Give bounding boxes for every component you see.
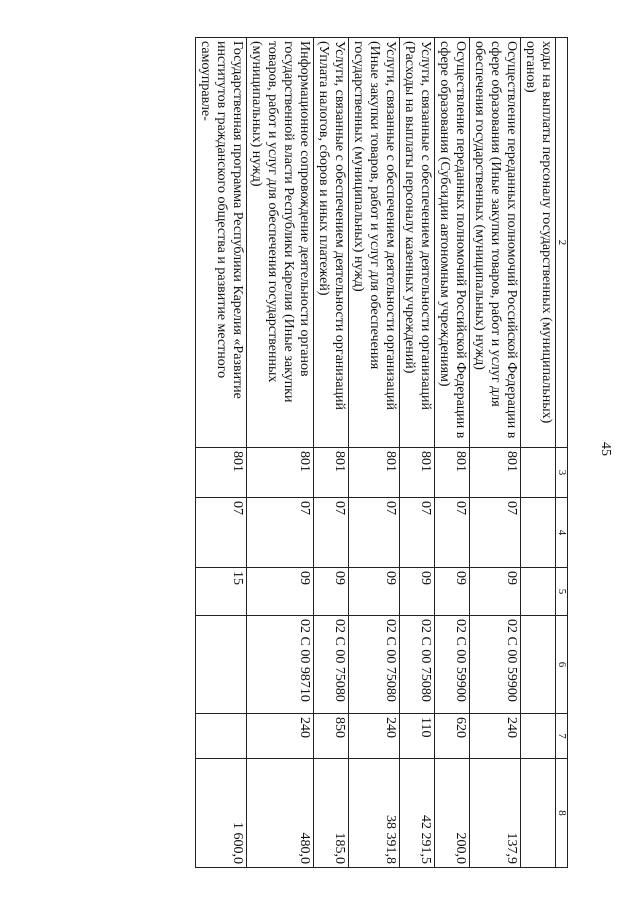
expense-type-code: 110	[400, 714, 435, 759]
row-name: Осуществление переданных полномочий Российской Федерации в сфере образования (Иные закупки товаров, работ и услуг для обеспечения государственных (муниципальных) нужд)	[470, 38, 521, 448]
expense-type-code: 240	[349, 714, 400, 759]
section-code: 07	[349, 498, 400, 568]
table-row	[247, 38, 314, 868]
column-number: 4	[556, 498, 568, 568]
column-number: 8	[556, 759, 568, 868]
row-name: Государственная программа Республики Карелия «Развитие институтов гражданского общества и развитие местного самоуправле-	[196, 38, 247, 448]
row-name: Услуги, связанные с обеспечением деятельности организаций (Иные закупки товаров, работ и услуг для обеспечения государственных (муниципальных) нужд)	[349, 38, 400, 448]
section-code: 07	[196, 498, 247, 568]
section-code: 07	[314, 498, 349, 568]
ministry-code: 801	[196, 448, 247, 498]
row-name: Услуги, связанные с обеспечением деятельности организаций (Расходы на выплаты персоналу казенных учреждений)	[400, 38, 435, 448]
target-code: 02 С 00 75080	[400, 616, 435, 714]
row-name: Осуществление переданных полномочий Российской Федерации в сфере образования (Субсидии автономным учреждениям)	[435, 38, 470, 448]
ministry-code: 801	[349, 448, 400, 498]
amount: 480,0	[247, 759, 314, 868]
amount: 1 600,0	[196, 759, 247, 868]
ministry-code	[521, 448, 556, 498]
row-name: Информационное сопровождение деятельности органов государственной власти Республики Карелия (Иные закупки товаров, работ и услуг для обеспечения государственных (муниципальных) нужд)	[247, 38, 314, 448]
subsection-code	[521, 568, 556, 616]
table-row	[470, 38, 521, 868]
subsection-code: 09	[400, 568, 435, 616]
subsection-code: 09	[435, 568, 470, 616]
amount: 200,0	[435, 759, 470, 868]
target-code: 02 С 00 75080	[314, 616, 349, 714]
ministry-code: 801	[247, 448, 314, 498]
column-number-row	[556, 38, 568, 868]
target-code: 02 С 00 59900	[470, 616, 521, 714]
target-code: 02 С 00 59900	[435, 616, 470, 714]
subsection-code: 09	[470, 568, 521, 616]
column-number: 5	[556, 568, 568, 616]
amount: 42 291,5	[400, 759, 435, 868]
section-code: 07	[435, 498, 470, 568]
column-number: 6	[556, 616, 568, 714]
table-row	[196, 38, 247, 868]
amount: 137,9	[470, 759, 521, 868]
table-row	[400, 38, 435, 868]
target-code: 02 С 00 75080	[349, 616, 400, 714]
expense-type-code	[196, 714, 247, 759]
section-code: 07	[470, 498, 521, 568]
subsection-code: 09	[314, 568, 349, 616]
section-code: 07	[247, 498, 314, 568]
column-number: 2	[556, 38, 568, 448]
amount: 185,0	[314, 759, 349, 868]
ministry-code: 801	[435, 448, 470, 498]
subsection-code: 09	[349, 568, 400, 616]
table-row	[314, 38, 349, 868]
ministry-code: 801	[314, 448, 349, 498]
expense-type-code	[521, 714, 556, 759]
table-row	[521, 38, 556, 868]
subsection-code: 09	[247, 568, 314, 616]
expense-type-code: 850	[314, 714, 349, 759]
row-name: ходы на выплаты персоналу государственных (муниципальных) органов)	[521, 38, 556, 448]
target-code	[196, 616, 247, 714]
page-number: 45	[598, 442, 613, 456]
section-code	[521, 498, 556, 568]
budget-table	[195, 37, 568, 868]
expense-type-code: 620	[435, 714, 470, 759]
amount	[521, 759, 556, 868]
row-name: Услуги, связанные с обеспечением деятельности организаций (Уплата налогов, сборов и иных платежей)	[314, 38, 349, 448]
column-number: 7	[556, 714, 568, 759]
ministry-code: 801	[400, 448, 435, 498]
ministry-code: 801	[470, 448, 521, 498]
subsection-code: 15	[196, 568, 247, 616]
amount: 38 391,8	[349, 759, 400, 868]
table-row	[435, 38, 470, 868]
section-code: 07	[400, 498, 435, 568]
column-number: 3	[556, 448, 568, 498]
expense-type-code: 240	[470, 714, 521, 759]
table-row	[349, 38, 400, 868]
target-code: 02 С 00 98710	[247, 616, 314, 714]
target-code	[521, 616, 556, 714]
expense-type-code: 240	[247, 714, 314, 759]
